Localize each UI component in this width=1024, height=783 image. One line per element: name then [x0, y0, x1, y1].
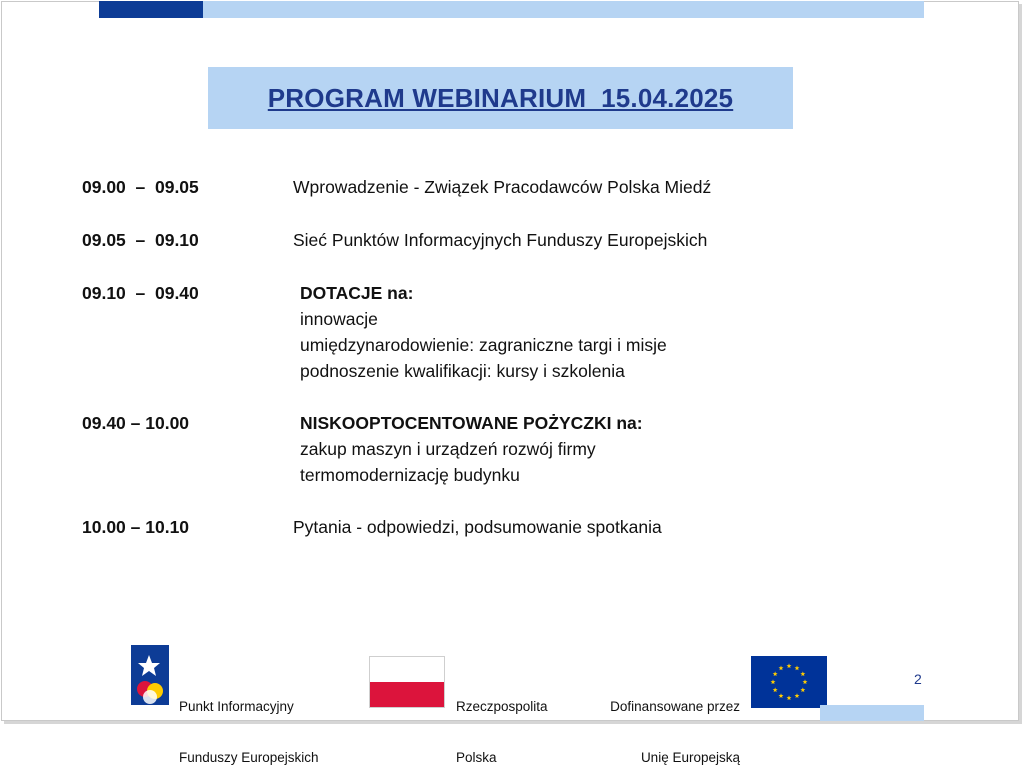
rp-line: Rzeczpospolita	[456, 699, 548, 714]
top-accent-bar-light	[203, 1, 924, 18]
agenda-time: 09.00 – 09.05	[82, 177, 199, 197]
bottom-accent-bar	[820, 705, 924, 721]
eu-flag-icon	[751, 656, 827, 708]
agenda-time: 09.10 – 09.40	[82, 283, 199, 303]
title-banner	[208, 67, 793, 129]
eu-line: Unię Europejską	[640, 750, 740, 765]
agenda-line: termomodernizację budynku	[300, 465, 520, 485]
rp-text	[456, 664, 548, 783]
eu-text	[594, 664, 740, 783]
agenda-time: 09.40 – 10.00	[82, 413, 190, 433]
page-title: PROGRAM WEBINARIUM 15.04.2025	[267, 82, 734, 113]
agenda-line: podnoszenie kwalifikacji: kursy i szkolenia	[300, 361, 625, 381]
page-number: 2	[914, 671, 922, 687]
agenda-line: umiędzynarodowienie: zagraniczne targi i misje	[300, 335, 667, 355]
agenda-description: Sieć Punktów Informacyjnych Funduszy Europejskich	[293, 230, 708, 250]
agenda-description: Pytania - odpowiedzi, podsumowanie spotkania	[293, 517, 662, 537]
fe-logo-line: Funduszy Europejskich	[179, 750, 319, 765]
agenda-heading: DOTACJE na:	[300, 283, 414, 303]
agenda-description: Wprowadzenie - Związek Pracodawców Polska Miedź	[293, 177, 712, 197]
top-accent-bar-dark	[99, 1, 203, 18]
agenda-time: 10.00 – 10.10	[82, 517, 190, 537]
fe-logo-text	[179, 664, 319, 783]
agenda-line: innowacje	[300, 309, 378, 329]
agenda-heading: NISKOOPTOCENTOWANE POŻYCZKI na:	[300, 413, 643, 433]
eu-line: Dofinansowane przez	[610, 699, 740, 714]
fundusze-europejskie-logo-icon	[131, 645, 169, 711]
agenda-detail-block	[300, 280, 667, 384]
rp-line: Polska	[456, 750, 497, 765]
fe-logo-line: Punkt Informacyjny	[179, 699, 294, 714]
agenda-time: 09.05 – 09.10	[82, 230, 199, 250]
agenda-line: zakup maszyn i urządzeń rozwój firmy	[300, 439, 596, 459]
agenda-detail-block	[300, 410, 643, 488]
polish-flag-icon	[369, 656, 445, 708]
page-shadow-right	[1019, 4, 1022, 723]
